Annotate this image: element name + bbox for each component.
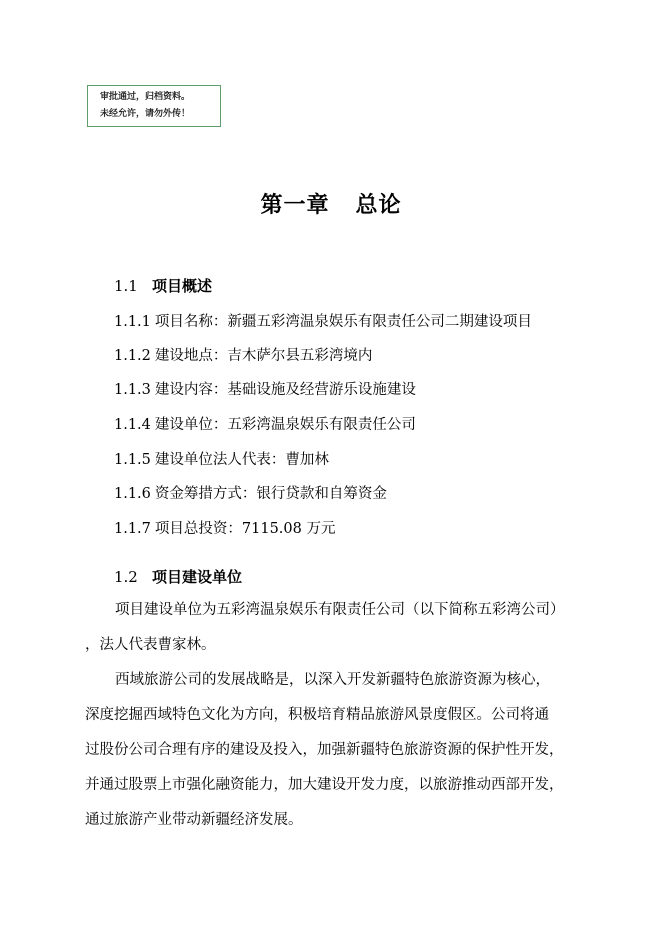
chapter-title	[0, 188, 662, 219]
item-1-1-5	[114, 448, 329, 469]
section-heading-1-1	[114, 275, 212, 296]
chapter-name: 总论	[355, 193, 402, 218]
item-number: 1.1.7	[114, 521, 151, 537]
item-text: 建设单位：五彩湾温泉娱乐有限责任公司	[154, 417, 416, 433]
paragraph-line: 并通过股票上市强化融资能力，加大建设开发力度，以旅游推动西部开发，	[85, 777, 564, 793]
section-heading-1-2	[114, 566, 242, 587]
item-number: 1.1.2	[114, 348, 151, 364]
paragraph-2	[85, 663, 595, 838]
item-text: 资金筹措方式：银行贷款和自筹资金	[154, 486, 387, 502]
paragraph-line: 西域旅游公司的发展战略是，以深入开发新疆特色旅游资源为核心，	[115, 672, 550, 688]
item-number: 1.1.1	[114, 314, 151, 330]
section-number: 1.1	[114, 277, 138, 295]
paragraph-line: 过股份公司合理有序的建设及投入，加强新疆特色旅游资源的保护性开发，	[85, 742, 564, 758]
item-text: 项目总投资：7115.08 万元	[154, 521, 336, 537]
item-text: 建设单位法人代表：曹加林	[154, 452, 329, 468]
chapter-number: 第一章	[260, 193, 330, 218]
stamp-line-1: 审批通过，归档资料。	[100, 92, 191, 102]
paragraph-line: 深度挖掘西域特色文化为方向，积极培育精品旅游风景度假区。公司将通	[85, 707, 549, 723]
item-1-1-2	[114, 344, 372, 365]
item-1-1-3	[114, 378, 416, 399]
item-number: 1.1.5	[114, 452, 151, 468]
item-text: 建设内容：基础设施及经营游乐设施建设	[154, 382, 416, 398]
item-1-1-4	[114, 413, 416, 434]
approval-stamp	[87, 85, 221, 127]
item-1-1-6	[114, 482, 387, 503]
paragraph-line: 通过旅游产业带动新疆经济发展。	[85, 812, 303, 828]
paragraph-1	[85, 593, 595, 663]
stamp-line-2: 未经允许，请勿外传！	[100, 109, 191, 119]
item-number: 1.1.6	[114, 486, 151, 502]
item-text: 建设地点：吉木萨尔县五彩湾境内	[154, 348, 373, 364]
item-1-1-7	[114, 517, 335, 538]
section-title: 项目建设单位	[152, 568, 243, 586]
paragraph-line: 项目建设单位为五彩湾温泉娱乐有限责任公司（以下简称五彩湾公司）	[115, 602, 565, 618]
item-number: 1.1.4	[114, 417, 151, 433]
item-number: 1.1.3	[114, 382, 151, 398]
paragraph-line: ，法人代表曹家林。	[85, 637, 216, 653]
item-1-1-1	[114, 310, 532, 331]
section-title: 项目概述	[152, 277, 213, 295]
item-text: 项目名称：新疆五彩湾温泉娱乐有限责任公司二期建设项目	[154, 314, 532, 330]
section-number: 1.2	[114, 568, 138, 586]
